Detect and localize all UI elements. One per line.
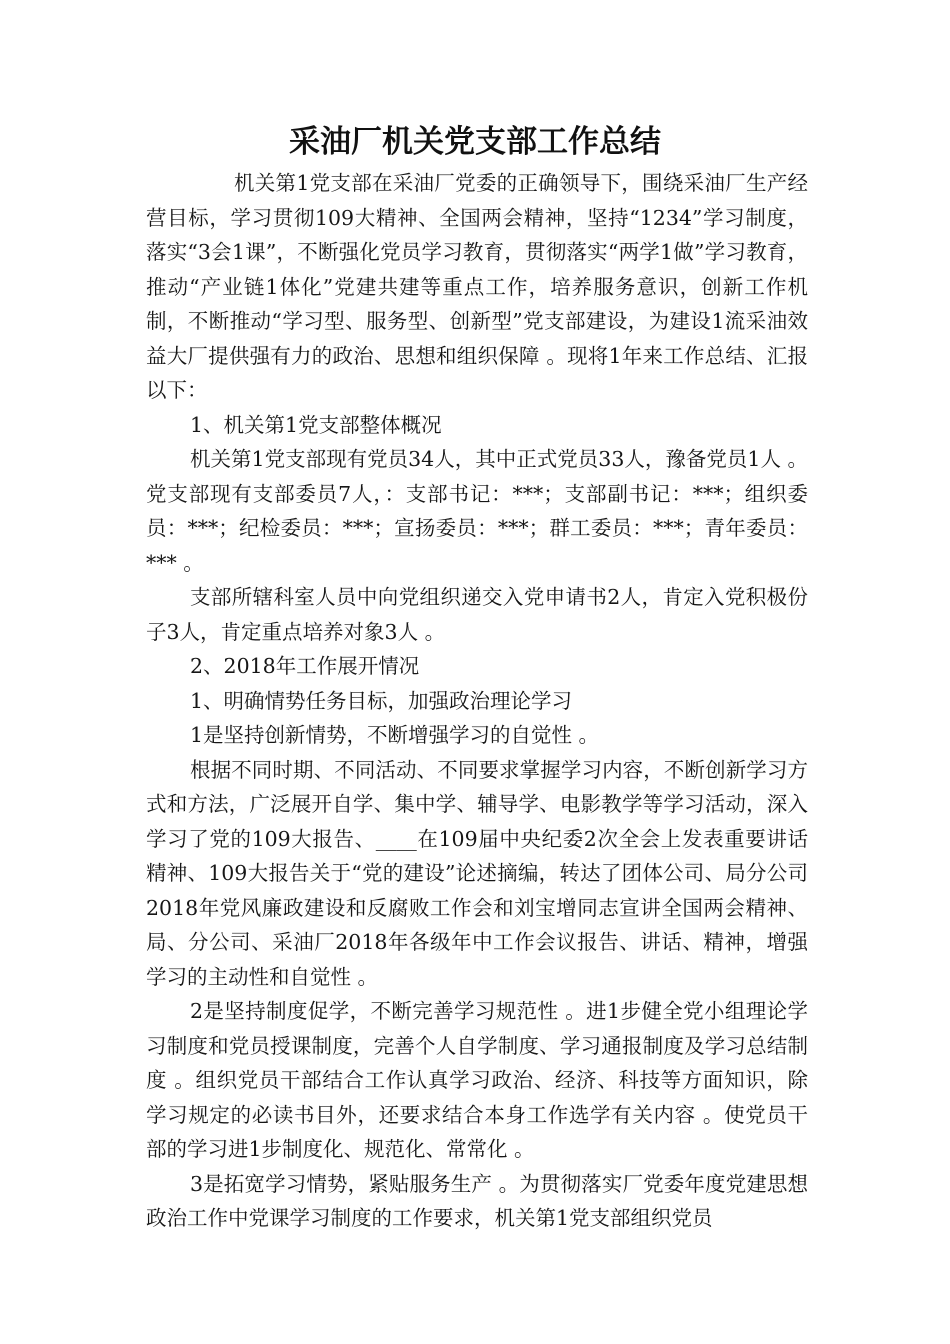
document-title: 采油厂机关党支部工作总结 (289, 124, 661, 160)
paragraph-applicants: 支部所辖科室人员中向党组织递交入党申请书2人，肯定入党积极份子3人，肯定重点培养对象3人 。 (146, 585, 808, 644)
paragraph-study-methods: 根据不同时期、不同活动、不同要求掌握学习内容，不断创新学习方式和方法，广泛展开自学、集中学、辅导学、电影教学等学习活动，深入学习了党的109大报告、____在109届中央纪委2次全会上发表重要讲话精神、109大报告关于“党的建设”论述摘编，转达了团体公司、局分公司2018年党风廉政建设和反腐败工作会和刘宝增同志宣讲全国两会精神、局、分公司、采油厂2018年各级年中工作会议报告、讲话、精神，增强学习的主动性和自觉性 。 (146, 757, 808, 989)
document-body (146, 166, 808, 1236)
section-heading-work: 2、2018年工作展开情况 (190, 654, 420, 678)
subsection-heading-study: 1、明确情势任务目标，加强政治理论学习 (190, 688, 573, 713)
intro-paragraph: 机关第1党支部在采油厂党委的正确领导下，围绕采油厂生产经营目标，学习贯彻109大精神、全国两会精神，坚持“1234”学习制度，落实“3会1课”，不断强化党员学习教育，贯彻落实“两学1做”学习教育，推动“产业链1体化”党建共建等重点工作，培养服务意识，创新工作机制，不断推动“学习型、服务型、创新型”党支部建设，为建设1流采油效益大厂提供强有力的政治、思想和组织保障 。现将1年来工作总结、汇报以下： (146, 171, 808, 402)
paragraph-membership: 机关第1党支部现有党员34人，其中正式党员33人，豫备党员1人 。党支部现有支部委员7人，：支部书记：***；支部副书记：***；组织委员：***；纪检委员：***；宣扬委员：***；群工委员：***；青年委员：*** 。 (146, 447, 808, 575)
paragraph-point-three: 3是拓宽学习情势，紧贴服务生产 。为贯彻落实厂党委年度党建思想政治工作中党课学习制度的工作要求，机关第1党支部组织党员 (146, 1171, 808, 1230)
point-one-heading: 1是坚持创新情势，不断增强学习的自觉性 。 (190, 723, 600, 747)
paragraph-point-two: 2是坚持制度促学，不断完善学习规范性 。进1步健全党小组理论学习制度和党员授课制度，完善个人自学制度、学习通报制度及学习总结制度 。组织党员干部结合工作认真学习政治、经济、科技等方面知识，除学习规定的必读书目外，还要求结合本身工作选学有关内容 。使党员干部的学习进1步制度化、规范化、常常化 。 (146, 999, 808, 1161)
section-heading-overview: 1、机关第1党支部整体概况 (190, 412, 442, 437)
